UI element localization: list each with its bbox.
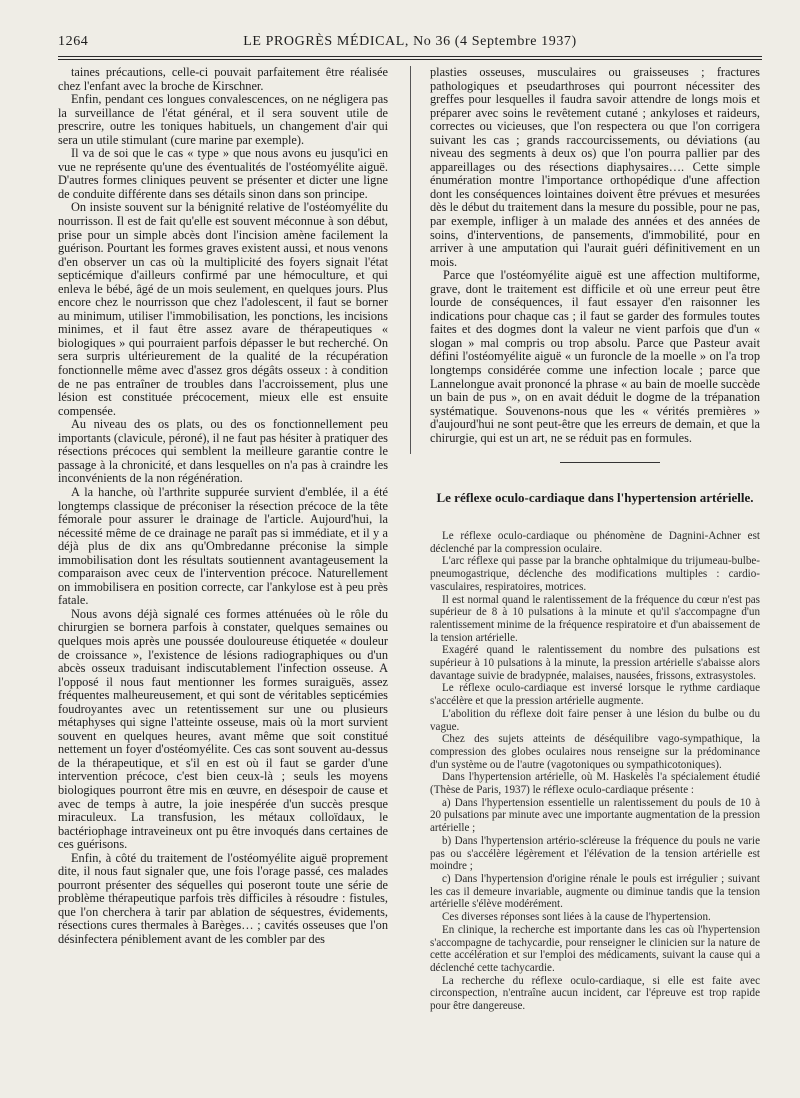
page-number: 1264 <box>58 34 89 49</box>
paragraph: b) Dans l'hypertension artério-scléreuse la fréquence du pouls ne varie pas ou s'accélère légèrement et l'élévation de la tension artérielle est moindre ; <box>430 834 760 873</box>
paragraph: Le réflexe oculo-cardiaque ou phénomène de Dagnini-Achner est déclenché par la compression oculaire. <box>430 530 760 555</box>
paragraph: La recherche du réflexe oculo-cardiaque, si elle est faite avec circonspection, n'entraîne aucun incident, car l'épreuve est trop rapide pour être dangereuse. <box>430 974 760 1013</box>
paragraph: Exagéré quand le ralentissement du nombre des pulsations est supérieur à 10 pulsations à la minute, la pression artérielle s'abaisse alors davantage suivie de bradypnée, malaises, nausées, frissons, extrasystoles. <box>430 644 760 682</box>
paragraph: En clinique, la recherche est importante dans les cas où l'hypertension s'accompagne de tachycardie, pour renseigner le clinicien sur la nature de cette accélération et sur l'emploi des médicaments, suivant la cause qui a déclenché cette tachycardie. <box>430 923 760 974</box>
paragraph: Enfin, pendant ces longues convalescences, on ne négligera pas la surveillance de l'état général, et il sera souvent utile de prescrire, outre les toniques habituels, un changement d'air qui sera un utile stimulant (cure marine par exemple). <box>58 92 388 147</box>
paragraph: plasties osseuses, musculaires ou graisseuses ; fractures pathologiques et pseudarthroses qui pourront nécessiter des greffes pour lesquelles il faudra savoir attendre de longs mois et préparer avec soins le revêtement cutané ; ankyloses et raideurs, correctes ou vicieuses, que l'on respectera ou que l'on corrigera suivant les cas ; grands raccourcissements, ou déviations (au niveau des segments à deux os) que l'on pourra pallier par des appareillages ou des résections diaphysaires…. Cette simple énumération montre l'importance orthopédique d'une affection dont les conséquences lointaines doivent être prévues et mesurées dès le début du traitement dans la mesure du possible, pour ne pas, par exemple, infliger à un malade des années et des années de soins, d'interventions, de pansements, d'immobilité, pour en arriver à une amputation qui l'aurait guéri définitivement en un mois. <box>430 65 760 269</box>
paragraph: Ces diverses réponses sont liées à la cause de l'hypertension. <box>442 911 711 924</box>
paragraph: On insiste souvent sur la bénignité relative de l'ostéomyélite du nourrisson. Il est de fait qu'elle est souvent méconnue à son début, prise pour un simple abcès dont l'incision amène facilement la guérison. Pourtant les formes graves existent aussi, et nous venons d'en observer un cas où la multiplicité des foyers signait l'état septicémique d'ailleurs confirmé par une hémoculture, et qui enleva le bébé, âgé de un mois seulement, en quelques jours. Plus encore chez le nourrisson que chez l'adolescent, il faut se borner au minimum, utiliser l'immobilisation, les ponctions, les incisions minimes, et il faut être assez avare de thérapeutiques « biologiques » qui pourraient parfois dépasser le but recherché. On sera surpris ultérieurement de la qualité de la récupération fonctionnelle même avec d'assez gros dégâts osseux : à condition de ne pas entraîner de troubles dans l'accroissement, plus une lésion est constituée précocement, mieux elle est ensuite compensée. <box>58 200 388 418</box>
paragraph: L'abolition du réflexe doit faire penser à une lésion du bulbe ou du vague. <box>430 707 760 733</box>
left-column <box>58 66 388 1076</box>
header-rule-top <box>58 56 762 57</box>
paragraph: Chez des sujets atteints de déséquilibre vago-sympathique, la compression des globes oculaires nous renseigne sur la prédominance d'un système ou de l'autre (vagotoniques ou sympathicotoniques). <box>430 733 760 771</box>
paragraph: taines précautions, celle-ci pouvait parfaitement être réalisée chez l'enfant avec la broche de Kirschner. <box>58 65 388 93</box>
page-header <box>58 34 762 52</box>
paragraph: Au niveau des os plats, ou des os fonctionnellement peu importants (clavicule, péroné), il ne faut pas hésiter à pratiquer des résections précoces qui semblent la meilleure garantie contre le passage à la chronicité, et dans lesquelles on n'a pas à craindre les inconvénients de la non régénération. <box>58 417 388 486</box>
article-body <box>430 530 760 1013</box>
paragraph: Nous avons déjà signalé ces formes atténuées où le rôle du chirurgien se bornera parfois à constater, quelques semaines ou quelques mois après une poussée douloureuse étiquetée « douleur de croissance », l'existence de lésions radiographiques ou d'un abcès osseux traduisant indiscutablement l'infection osseuse. A l'opposé il nous faut mentionner les formes suraiguës, assez fréquentes malheureusement, et qui sont de véritables septicémies foudroyantes avec un retentissement sur une ou plusieurs métaphyses qui signe l'atteinte osseuse, mais où la mort survient souvent en quelques heures, avant même que soit constitué nettement un foyer d'ostéomyélite. Ces cas sont souvent au-dessus de la thérapeutique, et s'il en est où il faut se garder d'une intervention précoce, c'est bien ceux-là ; seuls les moyens biologiques pourront être mis en œuvre, en désespoir de cause et avec de temps à autre, la joie inespérée d'un succès presque miraculeux. La transfusion, les métaux colloïdaux, le bactériophage intraveineux ont pu être invoqués dans certaines de ces guérisons. <box>58 606 388 852</box>
paragraph: L'arc réflexe qui passe par la branche ophtalmique du trijumeau-bulbe-pneumogastrique, déclenche des modifications multiples : cardio-vasculaires, respiratoires, motrices. <box>430 555 760 593</box>
paragraph: a) Dans l'hypertension essentielle un ralentissement du pouls de 10 à 20 pulsations par minute avec une importante augmentation de la pression artérielle ; <box>430 796 760 835</box>
paragraph: Le réflexe oculo-cardiaque est inversé lorsque le rythme cardiaque s'accélère et que la pression artérielle augmente. <box>430 682 760 708</box>
article-title: Le réflexe oculo-cardiaque dans l'hypertension artérielle. <box>436 490 754 505</box>
paragraph: Parce que l'ostéomyélite aiguë est une affection multiforme, grave, dont le traitement est difficile et où une erreur peut être lourde de conséquences, il faut essayer d'en raisonner les indications pour chaque cas ; il faut se garder des formules toutes faites et des dogmes dont la valeur ne vient parfois que d'un « slogan » mal compris ou trop absolu. Parce que Pasteur avait défini l'ostéomyélite aiguë « un furoncle de la moelle » on l'a trop longtemps considérée comme une infection locale ; parce que Lannelongue avait prononcé la phrase « au bain de moelle succède un bain de pus », on en avait déduit le dogme de la trépanation systématique. Souvenons-nous que les « vérités premières » d'aujourd'hui ne sont peut-être que les erreurs de demain, et que la chirurgie, qui est un art, ne se réduit pas en formules. <box>430 268 760 445</box>
paragraph: A la hanche, où l'arthrite suppurée survient d'emblée, il a été longtemps classique de préconiser la résection précoce de la tête fémorale pour assurer le drainage de l'article. Aujourd'hui, la nécessité même de ce drainage ne paraît pas si immédiate, et il y a déjà plus de dix ans qu'Ombredanne préconise la simple immobilisation dont les résultats soutiennent avantageusement la comparaison avec ceux de l'intervention précoce. Naturellement on immobilisera en position correcte, car l'ankylose est à peu près fatale. <box>58 484 388 608</box>
paragraph: Enfin, à côté du traitement de l'ostéomyélite aiguë proprement dite, il nous faut signaler que, une fois l'orage passé, ces malades pourront présenter des séquelles qui poseront toute une série de problème thérapeutique parfois très difficiles à résoudre : fistules, que l'on cherchera à tarir par ablation de séquestres, évidements, résections cures thermales à Barèges… ; cavités osseuses que l'on désinfectera péniblement avant de les combler par des <box>58 850 388 946</box>
header-rule-bottom <box>58 59 762 60</box>
section-separator <box>560 462 660 463</box>
paragraph: Il est normal quand le ralentissement de la fréquence du cœur n'est pas supérieur de 8 à 10 pulsations à la minute et qu'il s'accompagne d'un ralentissement minime de la fréquence respiratoire et d'un abaissement de la tension artérielle. <box>430 593 760 644</box>
paragraph: Il va de soi que le cas « type » que nous avons eu jusqu'ici en vue ne représente qu'une des éventualités de l'ostéomyélite aiguë. D'autres formes cliniques peuvent se présenter et dicter une ligne de conduite différente dans ses détails sinon dans son principe. <box>58 146 388 201</box>
column-divider <box>410 66 411 454</box>
running-title: LE PROGRÈS MÉDICAL, No 36 (4 Septembre 1937) <box>243 34 577 49</box>
paragraph: Dans l'hypertension artérielle, où M. Haskelès l'a spécialement étudié (Thèse de Paris, 1937) le réflexe oculo-cardiaque présente : <box>430 771 760 797</box>
paragraph: c) Dans l'hypertension d'origine rénale le pouls est irrégulier ; suivant les cas il demeure invariable, augmente ou diminue tandis que la tension artérielle s'élève modérément. <box>430 872 760 911</box>
